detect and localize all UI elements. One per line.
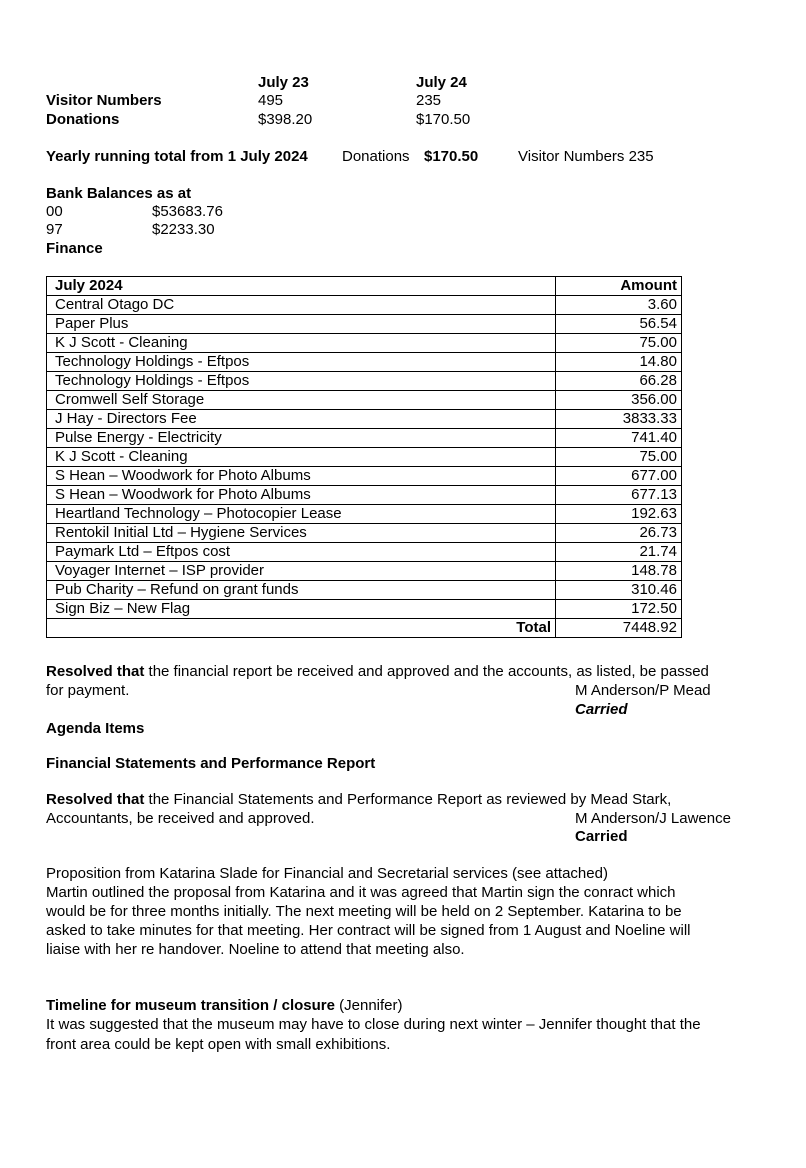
finance-heading: Finance bbox=[46, 240, 103, 257]
stats-col1-header: July 23 bbox=[258, 74, 309, 91]
table-row bbox=[47, 524, 682, 543]
row-amount: 56.54 bbox=[556, 315, 682, 334]
proposition-line: asked to take minutes for that meeting. Her contract will be signed from 1 August and Noeline will bbox=[46, 922, 691, 939]
table-header-amount: Amount bbox=[556, 277, 682, 296]
row-amount: 26.73 bbox=[556, 524, 682, 543]
row-label: Heartland Technology – Photocopier Lease bbox=[47, 505, 556, 524]
row-label: S Hean – Woodwork for Photo Albums bbox=[47, 467, 556, 486]
stats-col2-header: July 24 bbox=[416, 74, 467, 91]
resolution2-carried: Carried bbox=[575, 828, 628, 845]
agenda-heading: Agenda Items bbox=[46, 720, 145, 737]
visitor-numbers-label: Visitor Numbers bbox=[46, 92, 162, 109]
row-amount: 75.00 bbox=[556, 334, 682, 353]
row-label: Pub Charity – Refund on grant funds bbox=[47, 581, 556, 600]
row-label: Sign Biz – New Flag bbox=[47, 600, 556, 619]
resolution1-text: the financial report be received and approved and the accounts, as listed, be passed bbox=[144, 663, 709, 680]
total-value: 7448.92 bbox=[556, 619, 682, 638]
table-row bbox=[47, 581, 682, 600]
resolution2-bold: Resolved that bbox=[46, 791, 145, 808]
row-label: Central Otago DC bbox=[47, 296, 556, 315]
row-label: Paper Plus bbox=[47, 315, 556, 334]
table-row bbox=[47, 505, 682, 524]
timeline-line2: front area could be kept open with small exhibitions. bbox=[46, 1036, 391, 1053]
running-total-donations-label: Donations bbox=[342, 148, 410, 165]
table-row bbox=[47, 486, 682, 505]
donations-label: Donations bbox=[46, 111, 120, 128]
table-row bbox=[47, 467, 682, 486]
row-label: Technology Holdings - Eftpos bbox=[47, 372, 556, 391]
row-amount: 172.50 bbox=[556, 600, 682, 619]
table-header-row bbox=[47, 277, 682, 296]
resolution2-line2: Accountants, be received and approved. bbox=[46, 810, 315, 827]
table-row bbox=[47, 448, 682, 467]
resolution2-movers: M Anderson/J Lawence bbox=[575, 810, 731, 827]
row-amount: 3833.33 bbox=[556, 410, 682, 429]
proposition-line: Martin outlined the proposal from Katarina and it was agreed that Martin sign the conract which bbox=[46, 884, 676, 901]
timeline-line1: It was suggested that the museum may have to close during next winter – Jennifer thought that the bbox=[46, 1016, 701, 1033]
finance-table bbox=[46, 276, 682, 638]
row-label: S Hean – Woodwork for Photo Albums bbox=[47, 486, 556, 505]
running-total-label: Yearly running total from 1 July 2024 bbox=[46, 148, 308, 165]
table-row bbox=[47, 562, 682, 581]
table-row bbox=[47, 429, 682, 448]
resolution2-line1 bbox=[46, 790, 671, 809]
resolution1-line1 bbox=[46, 662, 709, 681]
running-total-visitors: Visitor Numbers 235 bbox=[518, 148, 654, 165]
row-amount: 310.46 bbox=[556, 581, 682, 600]
table-row bbox=[47, 372, 682, 391]
row-label: K J Scott - Cleaning bbox=[47, 448, 556, 467]
row-label: K J Scott - Cleaning bbox=[47, 334, 556, 353]
table-row bbox=[47, 543, 682, 562]
row-label: Rentokil Initial Ltd – Hygiene Services bbox=[47, 524, 556, 543]
row-amount: 741.40 bbox=[556, 429, 682, 448]
visitor-numbers-col2: 235 bbox=[416, 92, 442, 109]
bank-account-number: 97 bbox=[46, 221, 63, 238]
timeline-heading-bold: Timeline for museum transition / closure bbox=[46, 997, 335, 1014]
donations-col1: $398.20 bbox=[258, 111, 313, 128]
bank-balances-heading: Bank Balances as at bbox=[46, 185, 192, 202]
resolution1-movers: M Anderson/P Mead bbox=[575, 682, 711, 699]
row-label: Paymark Ltd – Eftpos cost bbox=[47, 543, 556, 562]
table-row bbox=[47, 315, 682, 334]
timeline-heading bbox=[46, 996, 403, 1015]
proposition-line: would be for three months initially. The next meeting will be held on 2 September. Katarina to be bbox=[46, 903, 682, 920]
row-amount: 356.00 bbox=[556, 391, 682, 410]
row-amount: 3.60 bbox=[556, 296, 682, 315]
row-label: Technology Holdings - Eftpos bbox=[47, 353, 556, 372]
table-row bbox=[47, 353, 682, 372]
table-total-row bbox=[47, 619, 682, 638]
row-label: Voyager Internet – ISP provider bbox=[47, 562, 556, 581]
row-amount: 677.13 bbox=[556, 486, 682, 505]
row-label: J Hay - Directors Fee bbox=[47, 410, 556, 429]
resolution2-text: the Financial Statements and Performance Report as reviewed by Mead Stark, bbox=[144, 791, 672, 808]
bank-account-number: 00 bbox=[46, 203, 63, 220]
row-amount: 148.78 bbox=[556, 562, 682, 581]
donations-col2: $170.50 bbox=[416, 111, 471, 128]
table-row bbox=[47, 296, 682, 315]
bank-account-balance: $2233.30 bbox=[152, 221, 215, 238]
row-amount: 66.28 bbox=[556, 372, 682, 391]
table-row bbox=[47, 600, 682, 619]
running-total-donations-value: $170.50 bbox=[424, 148, 479, 165]
row-label: Pulse Energy - Electricity bbox=[47, 429, 556, 448]
proposition-line: liaise with her re handover. Noeline to attend that meeting also. bbox=[46, 941, 465, 958]
row-label: Cromwell Self Storage bbox=[47, 391, 556, 410]
resolution1-line2: for payment. bbox=[46, 682, 130, 699]
visitor-numbers-col1: 495 bbox=[258, 92, 284, 109]
table-row bbox=[47, 334, 682, 353]
resolution1-carried: Carried bbox=[575, 701, 628, 718]
total-label: Total bbox=[47, 619, 556, 638]
row-amount: 192.63 bbox=[556, 505, 682, 524]
proposition-line: Proposition from Katarina Slade for Financial and Secretarial services (see attached) bbox=[46, 865, 608, 882]
table-row bbox=[47, 410, 682, 429]
fin-statements-heading: Financial Statements and Performance Report bbox=[46, 755, 376, 772]
row-amount: 75.00 bbox=[556, 448, 682, 467]
row-amount: 21.74 bbox=[556, 543, 682, 562]
bank-account-balance: $53683.76 bbox=[152, 203, 223, 220]
resolution1-bold: Resolved that bbox=[46, 663, 145, 680]
table-header-label: July 2024 bbox=[47, 277, 556, 296]
table-row bbox=[47, 391, 682, 410]
row-amount: 14.80 bbox=[556, 353, 682, 372]
row-amount: 677.00 bbox=[556, 467, 682, 486]
timeline-heading-normal: (Jennifer) bbox=[334, 997, 403, 1014]
